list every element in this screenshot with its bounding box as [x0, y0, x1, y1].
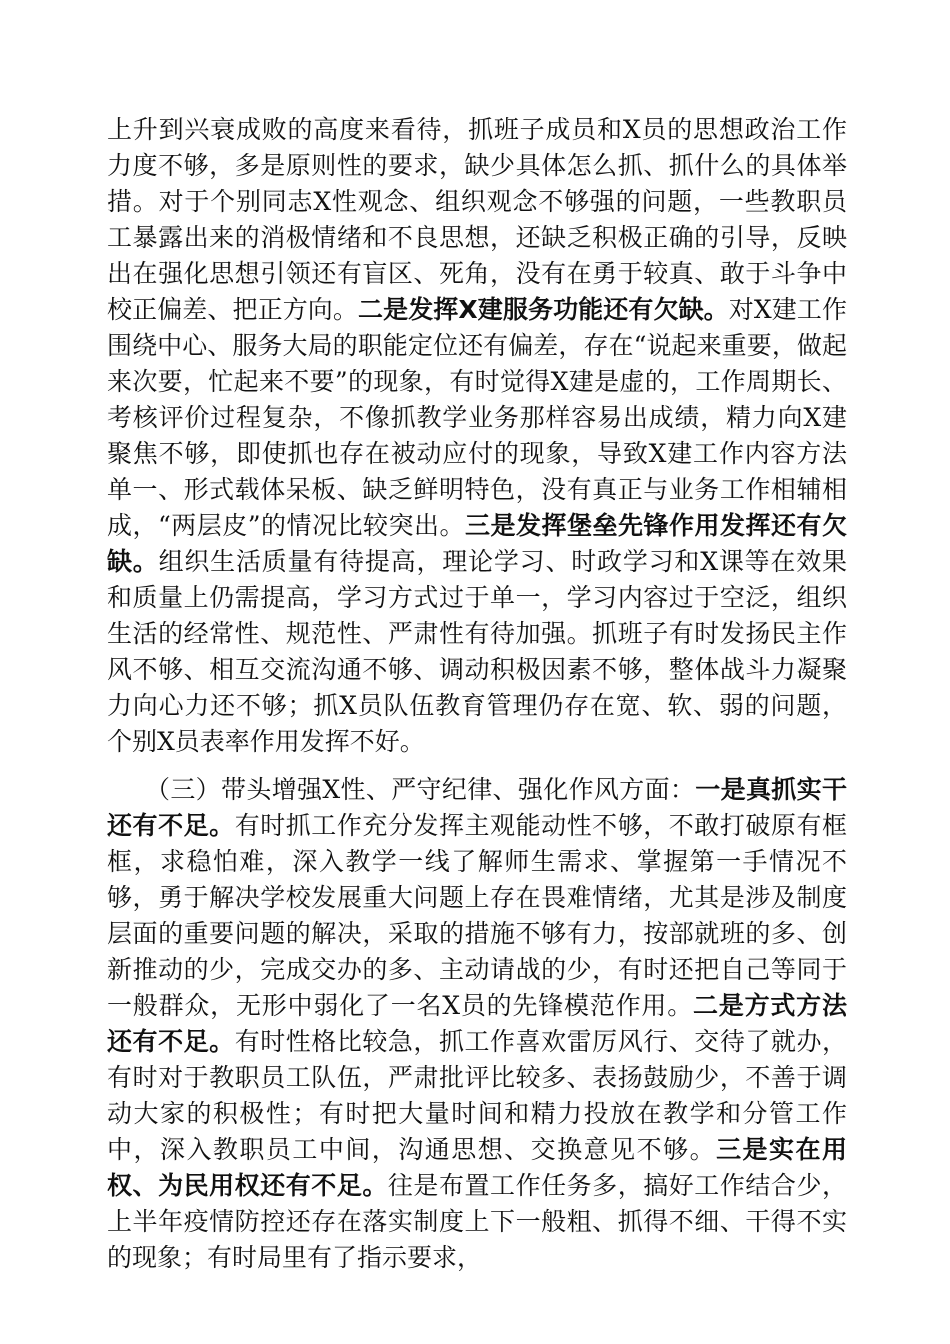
- paragraph-2-text-7: 往是布置工作任务多，搞好工作结合少，上半年疫情防控还存在落实制度上下一般粗、抓得不细、干得不实的现象；有时局里有了指示要求，: [107, 1171, 847, 1272]
- paragraph-1-text-5: 组织生活质量有待提高，理论学习、时政学习和X课等在效果和质量上仍需提高，学习方式过于单一，学习内容过于空泛，组织生活的经常性、规范性、严肃性有待加强。抓班子有时发扬民主作风不够、相互交流沟通不够、调动积极因素不够，整体战斗力凝聚力向心力还不够；抓X员队伍教育管理仍存在宽、软、弱的问题，个别X员表率作用发挥不好。: [107, 547, 847, 756]
- paragraph-1: [107, 112, 847, 760]
- paragraph-2-heading-3: 三是实在用权、为民用权还有不足。: [107, 1135, 847, 1200]
- paragraph-1-heading-3: 三是发挥堡垒先锋作用发挥还有欠缺。: [107, 511, 847, 576]
- paragraph-2-text-3: 有时抓工作充分发挥主观能动性不够，不敢打破原有框框，求稳怕难，深入教学一线了解师生需求、掌握第一手情况不够，勇于解决学校发展重大问题上存在畏难情绪，尤其是涉及制度层面的重要问题的解决，采取的措施不够有力，按部就班的多、创新推动的少，完成交办的多、主动请战的少，有时还把自己等同于一般群众，无形中弱化了一名X员的先锋模范作用。: [107, 811, 847, 1020]
- paragraph-2: [107, 772, 847, 1276]
- paragraph-1-text-1: 上升到兴衰成败的高度来看待，抓班子成员和X员的思想政治工作力度不够，多是原则性的要求，缺少具体怎么抓、抓什么的具体举措。对于个别同志X性观念、组织观念不够强的问题，一些教职员工暴露出来的消极情绪和不良思想，还缺乏积极正确的引导，反映出在强化思想引领还有盲区、死角，没有在勇于较真、敢于斗争中校正偏差、把正方向。: [107, 115, 847, 324]
- paragraph-2-heading-2: 二是方式方法还有不足。: [107, 991, 847, 1056]
- paragraph-1-heading-2: 二是发挥X建服务功能还有欠缺。: [358, 295, 729, 324]
- paragraph-2-section-title: （三）带头增强X性、严守纪律、强化作风方面：: [145, 775, 696, 804]
- document-body: [107, 112, 847, 1276]
- paragraph-1-text-3: 对X建工作围绕中心、服务大局的职能定位还有偏差，存在“说起来重要，做起来次要，忙起来不要”的现象，有时觉得X建是虚的，工作周期长、考核评价过程复杂，不像抓教学业务那样容易出成绩，精力向X建聚焦不够，即使抓也存在被动应付的现象，导致X建工作内容方法单一、形式载体呆板、缺乏鲜明特色，没有真正与业务工作相辅相成，“两层皮”的情况比较突出。: [107, 295, 847, 540]
- paragraph-2-heading-1: 一是真抓实干还有不足。: [107, 775, 847, 840]
- paragraph-2-text-5: 有时性格比较急，抓工作喜欢雷厉风行、交待了就办，有时对于教职员工队伍，严肃批评比较多、表扬鼓励少，不善于调动大家的积极性；有时把大量时间和精力投放在教学和分管工作中，深入教职员工中间，沟通思想、交换意见不够。: [107, 1027, 847, 1164]
